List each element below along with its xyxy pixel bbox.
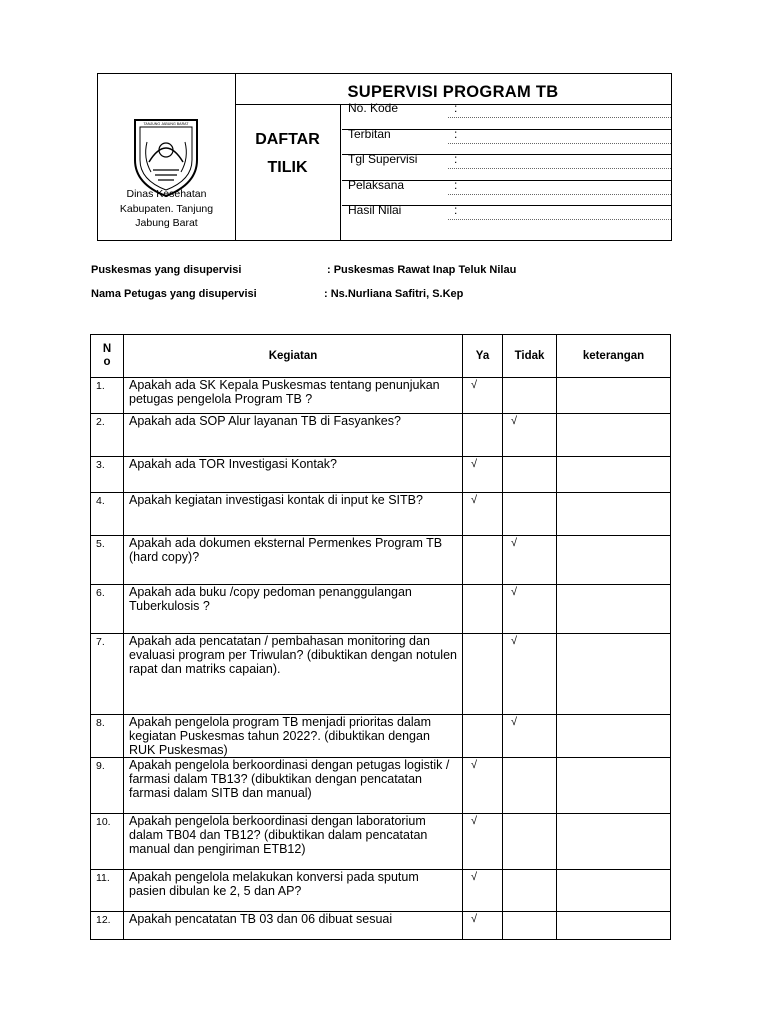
ya-check: √ [463, 378, 503, 414]
keterangan-cell [557, 634, 671, 715]
table-row: 2. Apakah ada SOP Alur layanan TB di Fasyankes? √ [91, 414, 671, 457]
tidak-check [503, 493, 557, 536]
keterangan-cell [557, 758, 671, 814]
tidak-check [503, 814, 557, 870]
table-header-row [91, 335, 671, 378]
info-row-kode: No. Kode : [342, 104, 671, 130]
checklist-table [90, 334, 671, 940]
ya-check [463, 414, 503, 457]
institution-name: Dinas Kesehatan Kabupaten. Tanjung Jabung Barat [119, 188, 214, 229]
logo-column [98, 74, 236, 240]
tidak-check: √ [503, 536, 557, 585]
table-row: 11. Apakah pengelola melakukan konversi pada sputum pasien dibulan ke 2, 5 dan AP? √ [91, 870, 671, 912]
ya-check [463, 585, 503, 634]
emblem-text: TANJUNG JABUNG BARAT [143, 122, 189, 126]
puskesmas-label: Puskesmas yang disupervisi [91, 264, 242, 276]
document-info-fields [342, 101, 671, 231]
tidak-check: √ [503, 634, 557, 715]
keterangan-cell [557, 536, 671, 585]
table-row: 5. Apakah ada dokumen eksternal Permenkes Program TB (hard copy)? √ [91, 536, 671, 585]
table-row: 6. Apakah ada buku /copy pedoman penanggulangan Tuberkulosis ? √ [91, 585, 671, 634]
puskesmas-value: : Puskesmas Rawat Inap Teluk Nilau [327, 264, 517, 276]
tidak-check [503, 912, 557, 940]
info-row-tgl-supervisi: Tgl Supervisi : [342, 155, 671, 181]
keterangan-cell [557, 585, 671, 634]
tidak-check [503, 870, 557, 912]
tidak-check: √ [503, 585, 557, 634]
keterangan-cell [557, 414, 671, 457]
keterangan-cell [557, 493, 671, 536]
daftar-tilik-label: DAFTAR TILIK [235, 104, 341, 240]
ya-check [463, 536, 503, 585]
col-header-ya: Ya [463, 335, 503, 378]
table-row: 10. Apakah pengelola berkoordinasi dengan laboratorium dalam TB04 dan TB12? (dibuktikan dalam pencatatan manual dan pengiriman ETB12) √ [91, 814, 671, 870]
tidak-check [503, 758, 557, 814]
col-header-kegiatan: Kegiatan [124, 335, 463, 378]
table-row: 9. Apakah pengelola berkoordinasi dengan petugas logistik / farmasi dalam TB13? (dibuktikan dengan pencatatan farmasi dalam SITB dan manual) √ [91, 758, 671, 814]
ya-check: √ [463, 493, 503, 536]
table-row: 7. Apakah ada pencatatan / pembahasan monitoring dan evaluasi program per Triwulan? (dibuktikan dengan notulen rapat dan matriks capaian). √ [91, 634, 671, 715]
col-header-tidak: Tidak [503, 335, 557, 378]
info-row-hasil-nilai: Hasil Nilai : [342, 206, 671, 231]
ya-check: √ [463, 457, 503, 493]
ya-check: √ [463, 758, 503, 814]
ya-check [463, 634, 503, 715]
petugas-label: Nama Petugas yang disupervisi [91, 288, 257, 300]
tidak-check: √ [503, 414, 557, 457]
col-header-keterangan: keterangan [557, 335, 671, 378]
ya-check: √ [463, 912, 503, 940]
keterangan-cell [557, 912, 671, 940]
tidak-check [503, 378, 557, 414]
keterangan-cell [557, 814, 671, 870]
table-row: 8. Apakah pengelola program TB menjadi prioritas dalam kegiatan Puskesmas tahun 2022?. (dibuktikan dengan RUK Puskesmas) √ [91, 715, 671, 758]
table-row: 12. Apakah pencatatan TB 03 dan 06 dibuat sesuai √ [91, 912, 671, 940]
keterangan-cell [557, 715, 671, 758]
document-title: SUPERVISI PROGRAM TB [235, 74, 671, 105]
tidak-check [503, 457, 557, 493]
table-row: 1. Apakah ada SK Kepala Puskesmas tentang penunjukan petugas pengelola Program TB ? √ [91, 378, 671, 414]
petugas-value: : Ns.Nurliana Safitri, S.Kep [324, 288, 464, 300]
keterangan-cell [557, 457, 671, 493]
table-row: 3. Apakah ada TOR Investigasi Kontak? √ [91, 457, 671, 493]
tidak-check: √ [503, 715, 557, 758]
col-header-no: No [91, 335, 124, 378]
table-row: 4. Apakah kegiatan investigasi kontak di input ke SITB? √ [91, 493, 671, 536]
info-row-pelaksana: Pelaksana : [342, 181, 671, 207]
document-header [97, 73, 672, 241]
info-row-terbitan: Terbitan : [342, 130, 671, 156]
keterangan-cell [557, 870, 671, 912]
ya-check: √ [463, 870, 503, 912]
keterangan-cell [557, 378, 671, 414]
ya-check: √ [463, 814, 503, 870]
ya-check [463, 715, 503, 758]
